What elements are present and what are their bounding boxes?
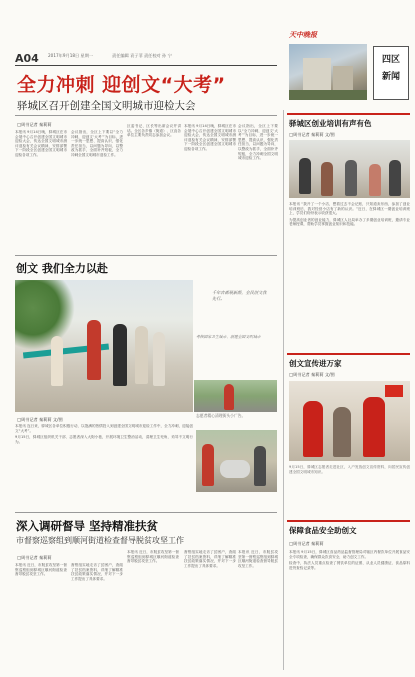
caption-top: 考核国家卫生城市、创建全国文明城市 — [196, 334, 261, 339]
story1-byline: □周书记者 秦莉莉 文/图 — [289, 132, 335, 137]
scooter-photo — [196, 430, 277, 492]
flag-shape — [385, 385, 403, 397]
scooter-shape — [220, 460, 250, 478]
masthead-name: 天中晚报 — [289, 31, 317, 39]
right-column-divider — [283, 110, 284, 670]
main-text-col5 — [238, 124, 278, 246]
bottom-rule — [15, 512, 277, 513]
ground-shape — [289, 90, 367, 100]
note-text: 千年古郡展新颜，全民创文我先行。 — [212, 290, 267, 301]
bottom-byline: □周书记者 秦莉莉 — [17, 555, 52, 560]
feature-rule — [15, 255, 277, 256]
paragraph: 本报讯 9月14日晚，驿城区在市会展中心召开创建全国文明城市迎检大会，传达全国文明城市测评迎检有关会议精神，安排部署下一阶段全区创建全国文明城市迎检各项工作。 — [184, 124, 236, 151]
story3-title: 保障食品安全助创文 — [289, 526, 357, 535]
publicity-photo — [289, 381, 410, 461]
person-shape — [135, 326, 148, 384]
paragraph: 本报讯 近日，市脱贫攻坚第一督察巡察组到驿城区顺河街道检查督导脱贫攻坚工作。 — [127, 550, 179, 564]
bottom-text-col1 — [15, 563, 67, 671]
volunteers-photo — [15, 280, 193, 412]
masthead-block — [289, 28, 409, 102]
main-text-col2 — [71, 130, 123, 246]
person-shape — [224, 384, 234, 410]
bottom-title: 深入调研督导 坚持精准扶贫 — [16, 519, 159, 533]
masthead-section-box — [373, 46, 409, 100]
paragraph: 本报讯 近日，市脱贫攻坚第一督察巡察组到驿城区顺河街道检查督导脱贫攻坚工作。 — [238, 550, 278, 568]
person-shape — [369, 164, 381, 196]
person-shape — [333, 407, 351, 457]
story1-title: 驿城区创业培训有声有色 — [289, 119, 372, 128]
paragraph: 督察组实地走访了贫困户，查阅了扶贫档案资料，详细了解精准扶贫政策落实情况，并对下一步工作提出了具体要求。 — [71, 563, 123, 581]
paragraph: 本报讯 9月15日，驿城区食品药品监督管理局对辖区内餐饮单位开展食品安全专项检查，确保群众饮食安全，助力创文工作。 — [289, 550, 410, 559]
paragraph: 督察组实地走访了贫困户，查阅了扶贫档案资料，详细了解精准扶贫政策落实情况，并对下一步工作提出了具体要求。 — [184, 550, 236, 568]
bottom-text-col4 — [184, 550, 236, 671]
paragraph: 会议指出，全区上下要以“全力冲刺，迎创文‘大考’”为目标，进一步统一思想、提高认识，强化责任担当，以问题为导向，以整改为抓手，全面补齐短板，全力冲刺全国文明城市迎检工作。 — [238, 124, 278, 161]
paragraph: 本报讯 9月14日晚，驿城区在市会展中心召开创建全国文明城市迎检大会，传达全国文明城市测评迎检有关会议精神，安排部署下一阶段全区创建全国文明城市迎检各项工作。 — [15, 130, 67, 157]
street-cleaning-photo — [194, 380, 277, 412]
main-headline: 全力冲刺 迎创文“大考” — [17, 74, 226, 96]
building-shape — [303, 58, 331, 92]
story3-text — [289, 550, 410, 671]
paragraph: 本报讯 近日，市脱贫攻坚第一督察巡察组到驿城区顺河街道检查督导脱贫攻坚工作。 — [15, 563, 67, 577]
story1-text — [289, 202, 410, 344]
header-rule — [15, 65, 277, 66]
paragraph: 检查中，执法人员重点检查了餐饮单位的证照、从业人员健康证、食品原料进货查验记录等。 — [289, 561, 410, 570]
building-shape — [333, 66, 353, 92]
training-photo — [289, 140, 410, 198]
person-shape — [389, 160, 401, 196]
story1-redbar — [287, 113, 410, 115]
main-rule — [15, 115, 277, 116]
main-text-col1 — [15, 130, 67, 246]
main-subheadline: 驿城区召开创建全国文明城市迎检大会 — [17, 100, 196, 112]
caption-bottom: 志愿者精心清理街头小广告。 — [196, 413, 246, 418]
person-shape — [254, 446, 266, 486]
bottom-text-col3 — [127, 550, 179, 671]
paragraph: 为提高创业者的创业能力，驿城区人社局举办了多期创业培训班，邀请专业老师授课，帮助学员掌握创业知识和技能。 — [289, 217, 410, 227]
page-number: A04 — [15, 52, 39, 65]
story2-title: 创文宣传进万家 — [289, 359, 342, 368]
person-shape — [345, 160, 357, 196]
feature-text — [15, 424, 193, 504]
main-text-col3 — [127, 124, 181, 246]
masthead-photo — [289, 44, 367, 100]
editor-line: 责任编辑 袁子菲 责任校对 孙 宁 — [112, 53, 172, 58]
paragraph: 9月15日，驿城区组织机关干部、志愿者深入大街小巷，开展环境卫生整治活动，清理卫生死角，劝导不文明行为。 — [15, 435, 193, 444]
main-byline: □周书记者 秦莉莉 — [17, 122, 52, 127]
person-shape — [153, 332, 165, 386]
paragraph: 区委书记、区长等出席会议并讲话。全区各乡镇（街道）、区直各单位主要负责同志参加会议。 — [127, 124, 181, 138]
person-shape — [202, 444, 214, 486]
paragraph: 本报讯 “我开了一个小店，想看过去不会记账，只知道卖东西，参加了创业培训班后，我对经营小店有了新的认识。”近日，在驿城区一期创业培训班上，学员们纷纷表示收获很大。 — [289, 202, 410, 216]
feature-title: 创文 我们全力以赴 — [16, 262, 108, 275]
masthead-news: 新闻 — [381, 72, 400, 82]
bottom-text-col2 — [71, 563, 123, 671]
bottom-text-col5 — [238, 550, 278, 671]
date-line: 2017年9月18日 星期一 — [48, 53, 94, 58]
person-shape — [87, 320, 101, 380]
paragraph: 会议指出，全区上下要以“全力冲刺，迎创文‘大考’”为目标，进一步统一思想、提高认识，强化责任担当，以问题为导向，以整改为抓手，全面补齐短板，全力冲刺全国文明城市迎检工作。 — [71, 130, 123, 157]
story2-caption: 9月15日，驿城区志愿者走进社区，入户发放创文宣传资料，向居民宣传创建全国文明城市知识。 — [289, 465, 410, 474]
story2-redbar — [287, 353, 410, 355]
bottom-subtitle: 市督察巡察组到顺河街道检查督导脱贫攻坚工作 — [16, 536, 184, 545]
person-shape — [299, 158, 311, 194]
person-shape — [303, 401, 323, 457]
paragraph: 本报讯 连日来，驿城区各单位积极行动，以饱满的热情投入到创建全国文明城市迎检工作中，全力冲刺，迎接创文“大考”。 — [15, 424, 193, 433]
person-shape — [363, 397, 385, 457]
story3-byline: □周书记者 秦莉莉 — [289, 541, 324, 546]
tree-shape — [15, 280, 75, 350]
person-shape — [321, 162, 333, 196]
main-text-col4 — [184, 124, 236, 246]
masthead-section: 四区 — [381, 55, 400, 65]
person-shape — [51, 336, 63, 386]
story3-redbar — [287, 520, 410, 522]
feature-byline: □周书记者 秦莉莉 文/图 — [17, 417, 63, 422]
story2-byline: □周书记者 秦莉莉 文/图 — [289, 372, 335, 377]
handwritten-note — [212, 290, 268, 324]
person-shape — [113, 324, 127, 386]
